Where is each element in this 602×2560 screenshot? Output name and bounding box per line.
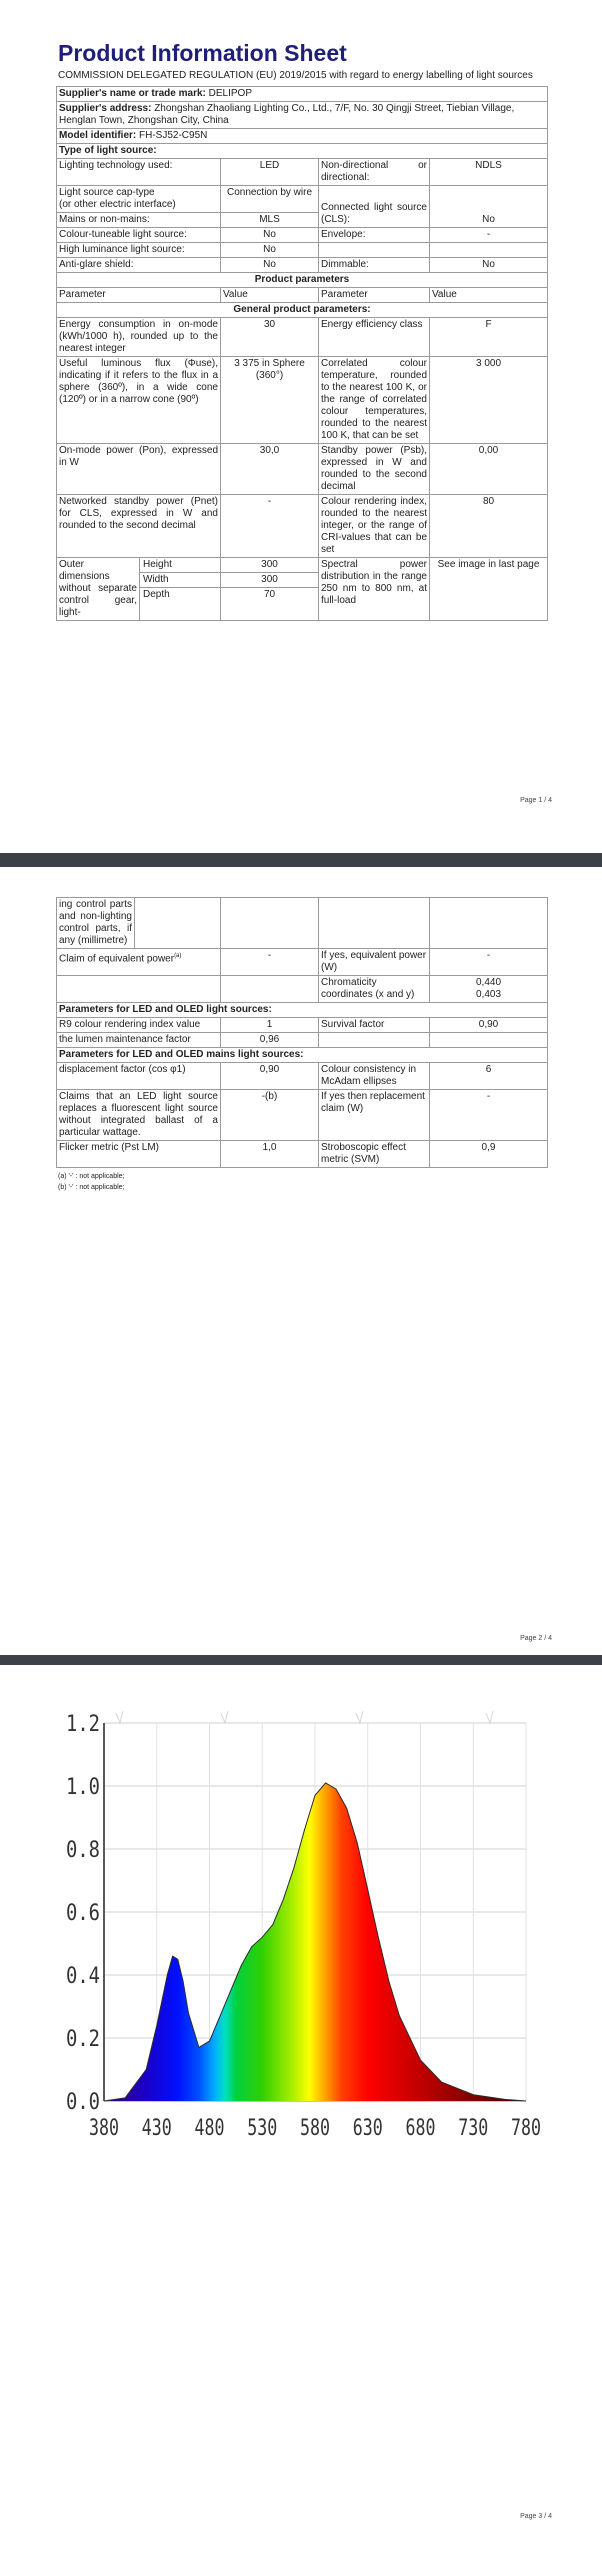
equiv-watt-value: - <box>430 949 548 976</box>
watermark-mark <box>356 1711 363 1723</box>
page-2 <box>0 867 602 1655</box>
flux-label: Useful luminous flux (Φuse), indicating if it refers to the flux in a sphere (360º), in a wide cone (120º) or in a narrow cone (90º) <box>57 357 221 444</box>
page-number: Page 1 / 4 <box>520 797 552 804</box>
connected-value: No <box>430 186 548 228</box>
lighting-tech-value: LED <box>221 159 319 186</box>
x-tick-label: 480 <box>194 2116 225 2141</box>
supplier-address-label: Supplier's address: <box>59 103 152 114</box>
height-label: Height <box>140 558 220 573</box>
model-value: FH-SJ52-C95N <box>139 130 208 141</box>
mains-params-header: Parameters for LED and OLED mains light sources: <box>57 1048 548 1063</box>
r9-label: R9 colour rendering index value <box>57 1018 221 1033</box>
outer-dimensions-cell <box>57 558 221 621</box>
flux-value: 3 375 in Sphere (360°) <box>221 357 319 444</box>
type-header: Type of light source: <box>57 144 548 159</box>
spd-value: See image in last page <box>430 558 548 621</box>
regulation-text: COMMISSION DELEGATED REGULATION (EU) 2019/2015 with regard to energy labelling of light sources <box>58 70 533 81</box>
r9-value: 1 <box>221 1018 319 1033</box>
empty-cell <box>319 898 430 949</box>
svm-value: 0,9 <box>430 1141 548 1168</box>
watermark-mark <box>221 1711 228 1723</box>
displacement-value: 0,90 <box>221 1063 319 1090</box>
survival-label: Survival factor <box>319 1018 430 1033</box>
consistency-label: Colour consistency in McAdam ellipses <box>319 1063 430 1090</box>
networked-value: - <box>221 495 319 558</box>
svm-label: Stroboscopic effect metric (SVM) <box>319 1141 430 1168</box>
y-tick-label: 0.6 <box>66 1901 100 1926</box>
depth-label: Depth <box>143 589 170 600</box>
replacement-value: - <box>430 1090 548 1141</box>
x-tick-label: 580 <box>300 2116 330 2141</box>
footnote-a: (a) '-' : not applicable; <box>58 1173 125 1180</box>
energy-class-label: Energy efficiency class <box>319 318 430 357</box>
equiv-watt-label: If yes, equivalent power (W) <box>319 949 430 976</box>
dimmable-label: Dimmable: <box>319 258 430 273</box>
y-tick-label: 0.8 <box>66 1838 100 1863</box>
info-sheet-continued <box>56 897 547 1193</box>
nondirectional-label: Non-directional or directional: <box>319 159 430 186</box>
spectral-power-chart <box>56 1705 546 2165</box>
info-sheet <box>56 34 547 621</box>
connected-label: Connected light source (CLS): <box>319 186 430 228</box>
outer-dimensions-continued: ing control parts and non-lighting control parts, if any (millimetre) <box>57 898 135 948</box>
cct-label: Correlated colour temperature, rounded to the nearest 100 K, or the range of correlated colour temperatures, rounded to the nearest 100 K, that can be set <box>319 357 430 444</box>
empty-cell <box>57 976 221 1003</box>
supplier-name-label: Supplier's name or trade mark: <box>59 88 206 99</box>
empty-cell <box>319 243 430 258</box>
cap-type-label-line2: (or other electric interface) <box>59 199 176 210</box>
displacement-label: displacement factor (cos φ1) <box>57 1063 221 1090</box>
supplier-name-row <box>57 87 548 102</box>
tuneable-value: No <box>221 228 319 243</box>
antiglare-value: No <box>221 258 319 273</box>
energy-class-value: F <box>430 318 548 357</box>
empty-cell <box>430 898 548 949</box>
col-parameter: Parameter <box>319 288 430 303</box>
survival-value: 0,90 <box>430 1018 548 1033</box>
chromaticity-label: Chromaticity coordinates (x and y) <box>319 976 430 1003</box>
outer-dimensions-label: Outer dimensions without separate control gear, light- <box>57 558 140 620</box>
empty-cell <box>430 243 548 258</box>
standby-label: Standby power (Psb), expressed in W and rounded to the second decimal <box>319 444 430 495</box>
dimensions-values-cell <box>221 558 319 621</box>
x-tick-label: 780 <box>511 2116 541 2141</box>
x-tick-label: 730 <box>458 2116 489 2141</box>
nondirectional-value: NDLS <box>430 159 548 186</box>
chromaticity-value <box>430 976 548 1003</box>
tuneable-label: Colour-tuneable light source: <box>57 228 221 243</box>
watermark-mark <box>116 1711 123 1723</box>
empty-cell <box>221 898 319 949</box>
y-tick-label: 0.4 <box>66 1964 100 1989</box>
antiglare-label: Anti-glare shield: <box>57 258 221 273</box>
networked-label: Networked standby power (Pnet) for CLS, expressed in W and rounded to the second decimal <box>57 495 221 558</box>
standby-value: 0,00 <box>430 444 548 495</box>
x-tick-label: 630 <box>352 2116 383 2141</box>
page-1 <box>0 0 602 853</box>
cri-value: 80 <box>430 495 548 558</box>
model-row <box>57 129 548 144</box>
empty-cell <box>430 1033 548 1048</box>
x-tick-labels <box>89 2116 541 2141</box>
equiv-power-label <box>57 949 221 976</box>
x-tick-label: 380 <box>89 2116 119 2141</box>
width-value: 300 <box>221 573 318 588</box>
cri-label: Colour rendering index, rounded to the nearest integer, or the range of CRI-values that can be set <box>319 495 430 558</box>
watermark-group <box>116 1711 493 1723</box>
equiv-power-label-text: Claim of equivalent power <box>59 953 175 965</box>
page-number: Page 2 / 4 <box>520 1635 552 1642</box>
product-table-continued <box>56 897 548 1168</box>
model-label: Model identifier: <box>59 130 137 141</box>
mains-label: Mains or non-mains: <box>57 213 221 228</box>
flicker-label: Flicker metric (Pst LM) <box>57 1141 221 1168</box>
y-tick-label: 1.0 <box>66 1775 100 1800</box>
col-value: Value <box>221 288 319 303</box>
onmode-label: On-mode power (Pon), expressed in W <box>57 444 221 495</box>
col-parameter: Parameter <box>57 288 221 303</box>
depth-value: 70 <box>263 589 276 600</box>
col-value: Value <box>430 288 548 303</box>
footnote-b: (b) '-' : not applicable; <box>58 1184 125 1191</box>
energy-consumption-value: 30 <box>221 318 319 357</box>
claims-label: Claims that an LED light source replaces a fluorescent light source without integrated ballast of a particular wattage. <box>57 1090 221 1141</box>
watermark-mark <box>486 1711 493 1723</box>
y-tick-label: 0.2 <box>66 2027 100 2052</box>
x-tick-label: 680 <box>405 2116 436 2141</box>
equiv-power-value: - <box>221 949 319 976</box>
outer-dimensions-continued-cell <box>57 898 221 949</box>
supplier-address-value: Zhongshan Zhaoliang Lighting Co., Ltd., 7/F, No. 30 Qingji Street, Tiebian Village, Henglan Town, Zhongshan City, China <box>59 103 515 126</box>
x-tick-label: 530 <box>247 2116 278 2141</box>
general-params-header: General product parameters: <box>57 303 548 318</box>
chromaticity-x: 0,440 <box>475 977 502 988</box>
y-tick-label: 1.2 <box>66 1712 100 1737</box>
page-title: Product Information Sheet <box>58 40 347 66</box>
cap-type-label-line1: Light source cap-type <box>59 187 155 198</box>
lumen-maintenance-value: 0,96 <box>221 1033 319 1048</box>
lighting-tech-label: Lighting technology used: <box>57 159 221 186</box>
mains-value: MLS <box>221 213 319 228</box>
flicker-value: 1,0 <box>221 1141 319 1168</box>
onmode-value: 30,0 <box>221 444 319 495</box>
page-3 <box>0 1665 602 2560</box>
x-tick-label: 430 <box>141 2116 172 2141</box>
product-params-header: Product parameters <box>57 273 548 288</box>
led-params-header: Parameters for LED and OLED light sources: <box>57 1003 548 1018</box>
supplier-name-value: DELIPOP <box>208 88 253 99</box>
envelope-label: Envelope: <box>319 228 430 243</box>
cct-value: 3 000 <box>430 357 548 444</box>
envelope-value: - <box>430 228 548 243</box>
lumen-maintenance-label: the lumen maintenance factor <box>57 1033 221 1048</box>
product-table <box>56 86 548 621</box>
consistency-value: 6 <box>430 1063 548 1090</box>
height-value: 300 <box>221 558 318 573</box>
footnote-marker: (a) <box>174 953 182 959</box>
width-label: Width <box>140 573 220 588</box>
energy-consumption-label: Energy consumption in on-mode (kWh/1000 h), rounded up to the nearest integer <box>57 318 221 357</box>
cap-type-value: Connection by wire <box>221 186 319 213</box>
chromaticity-y: 0,403 <box>475 989 502 1000</box>
page-number: Page 3 / 4 <box>520 2513 552 2520</box>
cap-type-label <box>57 186 221 213</box>
replacement-label: If yes then replacement claim (W) <box>319 1090 430 1141</box>
claims-value: -(b) <box>221 1090 319 1141</box>
empty-cell <box>319 1033 430 1048</box>
y-tick-labels <box>66 1712 100 2115</box>
y-tick-label: 0.0 <box>66 2090 100 2115</box>
highlum-label: High luminance light source: <box>57 243 221 258</box>
spd-label: Spectral power distribution in the range 250 nm to 800 nm, at full-load <box>319 558 430 621</box>
supplier-address-row <box>57 102 548 129</box>
empty-cell <box>221 976 319 1003</box>
spectrum-area <box>104 1783 526 2101</box>
dimmable-value: No <box>430 258 548 273</box>
highlum-value: No <box>221 243 319 258</box>
